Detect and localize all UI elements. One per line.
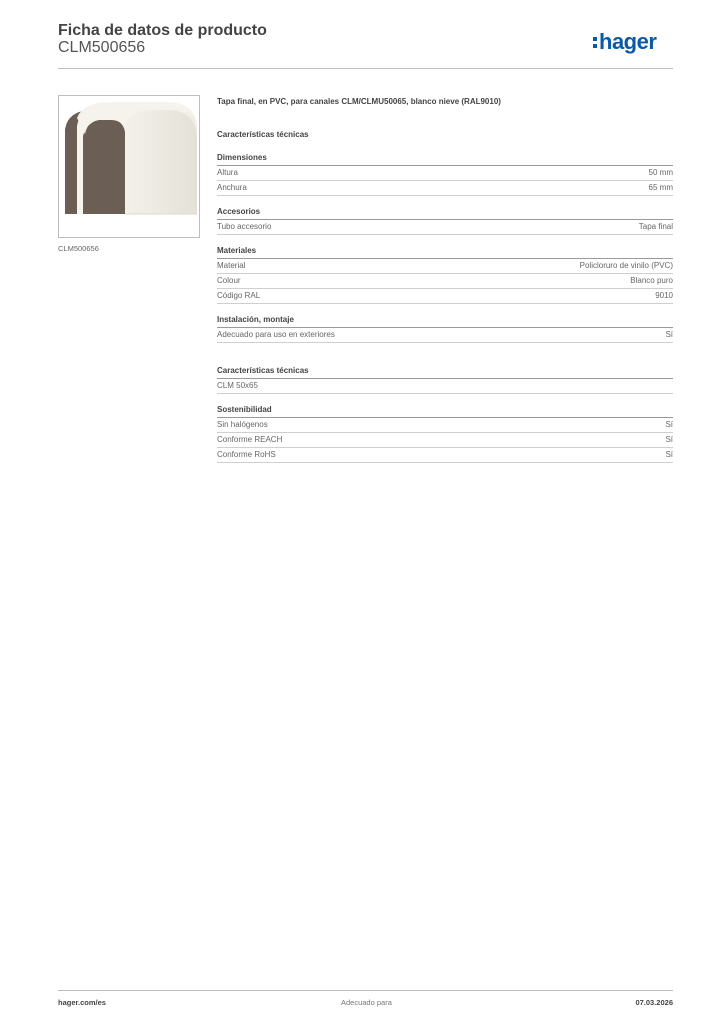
spec-row (217, 220, 673, 235)
spec-label: Altura (217, 168, 238, 177)
spec-label: Conforme REACH (217, 435, 283, 444)
spec-label: Colour (217, 276, 241, 285)
section-materiales (217, 245, 673, 304)
spec-value: Blanco puro (630, 276, 673, 285)
section-instalacion (217, 314, 673, 343)
spec-content (217, 95, 673, 463)
spec-row (217, 418, 673, 433)
spec-row (217, 166, 673, 181)
section-accesorios (217, 206, 673, 235)
spec-value: Sí (665, 420, 673, 429)
spec-row (217, 274, 673, 289)
footer-date: 07.03.2026 (635, 998, 673, 1007)
product-image (58, 95, 200, 238)
page-title: Ficha de datos de producto (58, 22, 267, 39)
spec-row (217, 433, 673, 448)
spec-row (217, 259, 673, 274)
spec-label: Sin halógenos (217, 420, 268, 429)
spec-value: 50 mm (648, 168, 673, 177)
spec-label: CLM 50x65 (217, 381, 258, 390)
footer-center-text: Adecuado para (341, 998, 392, 1007)
header-divider (58, 68, 673, 69)
spec-label: Tubo accesorio (217, 222, 272, 231)
section-dimensiones (217, 152, 673, 196)
section-title: Accesorios (217, 206, 673, 220)
footer-divider (58, 990, 673, 991)
spec-label: Código RAL (217, 291, 261, 300)
spec-row (217, 448, 673, 463)
spec-value: Sí (665, 435, 673, 444)
section-title: Materiales (217, 245, 673, 259)
spec-label: Conforme RoHS (217, 450, 276, 459)
spec-label: Anchura (217, 183, 247, 192)
spec-value: Tapa final (638, 222, 673, 231)
section-title: Sostenibilidad (217, 404, 673, 418)
product-code: CLM500656 (58, 39, 146, 56)
spec-value: 9010 (655, 291, 673, 300)
spec-value: Policloruro de vinilo (PVC) (579, 261, 673, 270)
image-caption: CLM500656 (58, 244, 99, 253)
spec-label: Adecuado para uso en exteriores (217, 330, 335, 339)
spec-value: Sí (665, 330, 673, 339)
spec-row (217, 328, 673, 343)
spec-value: 65 mm (648, 183, 673, 192)
spec-label: Material (217, 261, 246, 270)
hager-logo (592, 28, 674, 58)
spec-row (217, 181, 673, 196)
section-sostenibilidad (217, 404, 673, 463)
product-description: Tapa final, en PVC, para canales CLM/CLMU50065, blanco nieve (RAL9010) (217, 97, 501, 106)
svg-text:hager: hager (599, 29, 657, 54)
technical-heading: Características técnicas (217, 130, 309, 139)
section-title: Instalación, montaje (217, 314, 673, 328)
section-title: Características técnicas (217, 365, 673, 379)
footer-website-link[interactable]: hager.com/es (58, 998, 106, 1007)
section-title: Dimensiones (217, 152, 673, 166)
spec-row (217, 379, 673, 394)
spec-row (217, 289, 673, 304)
section-caracteristicas (217, 365, 673, 394)
spec-value: Sí (665, 450, 673, 459)
